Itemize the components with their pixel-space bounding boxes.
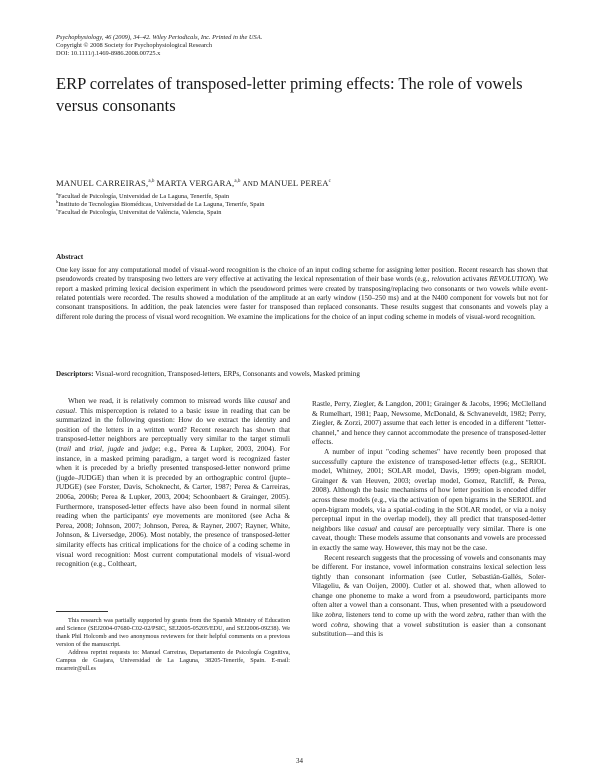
abstract-text: activates xyxy=(460,275,490,284)
abstract-text: ). We report a masked priming lexical decision experiment in which the pseudoword primes were created by transposing/replacing two consonants or two vowels while event-related potentials were recorded. The results showed a modulation of the amplitude at an early window (150–250 ms) and at the N400 component for vowels but not for consonant transpositions. In addition, the peak latencies were faster for transposed than replaced consonants. These results suggest that consonants and vowels play a different role during the process of visual word recognition. We examine the implications for the choice of an input coding scheme in models of visual-word recognition. xyxy=(56,275,548,321)
keywords xyxy=(56,370,556,379)
body-italic: trial xyxy=(89,443,102,453)
copyright-line: Copyright © 2008 Society for Psychophysiological Research xyxy=(56,42,213,49)
author-affil-marker: c xyxy=(328,179,331,185)
page-number: 34 xyxy=(296,757,303,765)
affiliation-list xyxy=(56,190,556,218)
left-column xyxy=(56,396,290,569)
body-italic: casual xyxy=(56,405,76,415)
doi-line: DOI: 10.1111/j.1469-8986.2008.00725.x xyxy=(56,50,161,57)
abstract-example: relovution xyxy=(431,275,461,284)
keywords-text: Visual-word recognition, Transposed-letters, ERPs, Consonants and vowels, Masked priming xyxy=(95,370,360,378)
body-paragraph: Rastle, Perry, Ziegler, & Langdon, 2001; Grainger & Jacobs, 1996; McClelland & Rumelhart, 1981; Paap, Newsome, McDonald, & Schvaneveldt, 1982; Perry, Ziegler, & Zorzi, 2007) assume that each letter is encoded in a different "letter-channel," and hence they cannot accommodate the presence of transposed-letter effects. xyxy=(312,399,546,447)
body-text: , xyxy=(101,443,108,453)
body-paragraph xyxy=(312,447,546,553)
body-text: ; e.g., Perea & Lupker, 2003, 2004). For instance, in a masked priming paradigm, a target word is recognized faster when it is preceded by a briefly presented transposed-letter nonword prime (jugde–JUDGE) than when it is preceded by an orthographic control (jupte–JUDGE) (see Forster, Davis, Schoknecht, & Carter, 1987; Perea & Carreiras, 2006a, 2006b; Perea & Lupker, 2003, 2004; Schoonbaert & Grainger, 2005). Furthermore, transposed-letter effects have also been found in normal silent reading when the participants' eye movements are monitored (see Acha & Perea, 2008; Johnson, 2007; Johnson, Perea, & Rayner, 2007; Rayner, White, Johnson, & Liversedge, 2006). Most notably, the presence of transposed-letter similarity effects has critical implications for the choice of a coding scheme in visual word recognition: Most current computational models of visual-word recognition (e.g., Coltheart, xyxy=(56,443,291,569)
affiliation-marker: a xyxy=(56,190,58,196)
body-italic: causal xyxy=(393,523,413,533)
journal-citation xyxy=(56,34,536,42)
body-text: and xyxy=(276,396,290,405)
body-text: When we read, it is relatively common to misread words like xyxy=(68,396,258,405)
footnote-rule xyxy=(56,611,108,612)
body-italic: jugde xyxy=(107,443,124,453)
body-text: . This misperception is related to a basic issue in reading that can be summarized in the following question: How do we extract the identity and position of the letters in a written word? Recent research has shown that transposed-letter neighbors are perceptually very similar to the target stimuli ( xyxy=(56,405,290,453)
journal-header xyxy=(56,34,536,58)
right-column xyxy=(312,399,546,639)
footnote-funding: This research was partially supported by grants from the Spanish Ministry of Education and Science (SEJ2004-07680-C02-02/PSIC, SEJ2005-05205/EDU, and SEJ2006-09238). We thank Phil Holcomb and two anonymous reviewers for their helpful comments on a previous version of the manuscript. xyxy=(56,617,290,648)
affiliation-text: Facultad de Psicología, Universidad de La Laguna, Tenerife, Spain xyxy=(58,193,230,200)
body-text: , showing that a vowel substitution is easier than a consonant substitution—and this is xyxy=(312,619,546,639)
keywords-label: Descriptors: xyxy=(56,370,94,378)
author-conjunction: AND xyxy=(242,180,259,188)
body-text: and xyxy=(123,443,143,453)
journal-citation-text: Psychophysiology, 46 (2009), 34–42. Wiley Periodicals, Inc. Printed in the USA. xyxy=(56,34,263,41)
author-name: MANUEL CARREIRAS, xyxy=(56,178,149,188)
body-text: A number of input "coding schemes" have recently been proposed that successfully capture the existence of transposed-letter effects (e.g., SERIOL model, Whitney, 2001; SOLAR model, Davis, 1999; open-bigram model, Grainger & van Heuven, 2003; overlap model, Gomez, Ratcliff, & Perea, 2008). Although the basic mechanisms of how letter position is encoded differ across these models (e.g., via the activation of open bigrams in the SERIOL and open-bigram models, via a spatial-coding in the SOLAR model, or via a noisy perceptual input in the overlap model), they all predict that transposed-letter neighbors like xyxy=(312,446,546,533)
article-title: ERP correlates of transposed-letter priming effects: The role of vowels versus consonants xyxy=(56,74,523,115)
body-paragraph xyxy=(56,396,290,569)
body-italic: casual xyxy=(357,523,377,533)
body-text: and xyxy=(376,523,394,533)
body-text: are perceptually very similar. There is one caveat, though: These models assume that consonants and vowels are processed in exactly the same way. However, this may not be the case. xyxy=(312,523,547,552)
body-italic: judge xyxy=(142,443,159,453)
body-italic: cobra xyxy=(330,619,348,629)
body-text: and xyxy=(71,443,90,453)
affiliation-text: Facultad de Psicología, Universitat de València, Valencia, Spain xyxy=(58,209,222,217)
footnotes xyxy=(56,617,290,673)
body-paragraph xyxy=(312,553,546,639)
abstract-heading: Abstract xyxy=(56,252,84,261)
abstract-body xyxy=(56,266,548,322)
author-name: MARTA VERGARA, xyxy=(156,178,235,188)
affiliation-text: Instituto de Tecnologías Biomédicas, Universidad de La Laguna, Tenerife, Spain xyxy=(58,201,265,209)
abstract-example: REVOLUTION xyxy=(489,275,533,284)
author-name: MANUEL PEREA xyxy=(260,178,329,188)
footnote-address: Address reprint requests to: Manuel Carreiras, Departamento de Psicología Cognitiva, Campus de Guajara, Universidad de La Laguna, 38205-Tenerife, Spain. E-mail: mcarreir@ull.es xyxy=(56,649,290,672)
affiliation-marker: b xyxy=(56,199,59,205)
affiliation-marker: c xyxy=(56,207,58,213)
body-italic: zebra xyxy=(467,610,484,620)
affiliation xyxy=(56,209,556,217)
body-text: , rather than with the word xyxy=(312,610,546,629)
body-text: Recent research suggests that the processing of vowels and consonants may be different. For instance, vowel information constrains lexical selection less tightly than consonant information (see Cutler, Sebastián-Gallés, Soler-Vilageliu, & van Ooijen, 2000). Cutler et al. showed that, when allowed to change one phoneme to make a word from a pseudoword, participants more often alter a vowel than a consonant. Thus, when presented with a pseudoword like xyxy=(312,552,546,620)
body-italic: causal xyxy=(257,396,277,405)
author-affil-marker: a,b xyxy=(148,179,155,185)
affiliation xyxy=(56,190,556,201)
abstract-text: One key issue for any computational model of visual-word recognition is the choice of an input coding scheme for assigning letter position. Recent research has shown that pseudowords created by transposing two letters are very effective at activating the lexical representation of their base words (e.g., xyxy=(56,266,548,284)
body-text: , listeners tend to come up with the word xyxy=(341,610,468,620)
author-list xyxy=(56,178,556,189)
body-italic: trail xyxy=(58,443,72,453)
body-italic: zobra xyxy=(325,610,342,620)
author-affil-marker: a,b xyxy=(234,179,241,185)
